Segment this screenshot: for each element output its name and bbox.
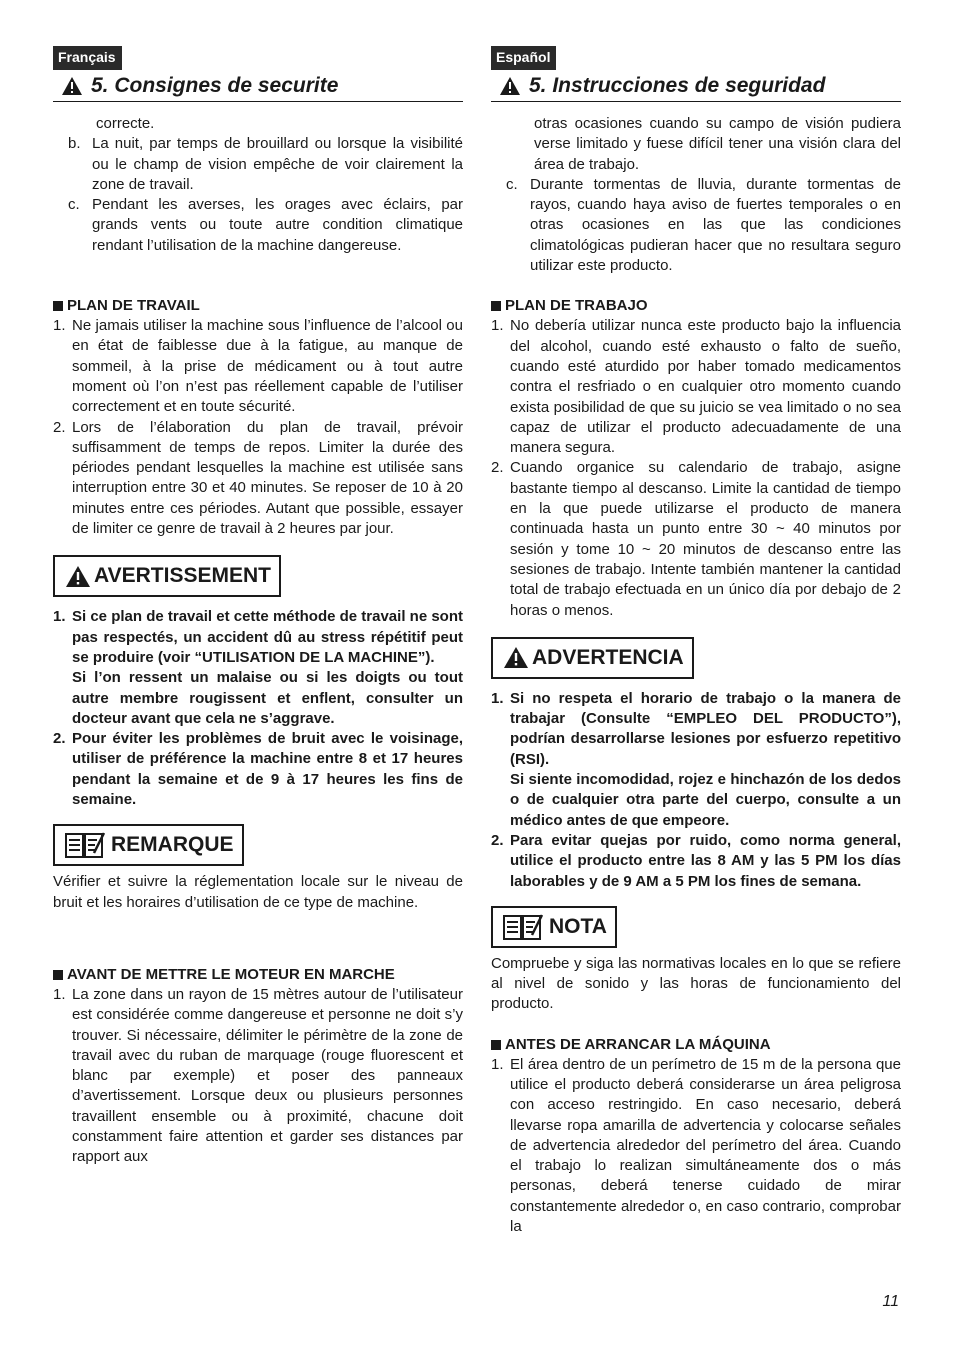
- warning-triangle-icon: [503, 646, 529, 669]
- list-item: 1. El área dentro de un perímetro de 15 m de la persona que utilice el producto deberá considerarse un área peligrosa con acceso restringido. En caso necesario, deberá llevarse ropa amarilla de advertencia y colocarse señales de advertencia alrededor del perímetro del área. Cuando el trabajo lo realizan simultáneamente dos o más personas, deberá tenerse cuidado de mirar constantemente alrededor o, en caso contrario, comprobar la: [491, 1055, 901, 1236]
- es-intro-text: otras ocasiones cuando su campo de visión pudiera verse limitado y fuese difícil tener una visión clara del área de trabajo. c. Durante tormentas de lluvia, durante tormentas de rayos, cuando haya aviso de fuertes temporales o en otras ocasiones en las que las condiciones climatológicas pudieran hacer que no resultara seguro utilizar este producto.: [491, 114, 901, 276]
- list-item: b. La nuit, par temps de brouillard ou lorsque la visibilité ou le champ de vision empêche de voir clairement la zone de travail.: [68, 135, 463, 193]
- section-title-es: 5. Instrucciones de seguridad: [491, 70, 901, 102]
- fr-start-list: [53, 985, 463, 1168]
- list-item: c. Durante tormentas de lluvia, durante tormentas de rayos, cuando haya aviso de fuertes temporales o en otras ocasiones en las que las condiciones climatológicas pudieran hacer que no resultara seguro utilizar este producto.: [506, 175, 901, 275]
- fr-note-text: Vérifier et suivre la réglementation locale sur le niveau de bruit et les horaires d’utilisation de ce type de machine.: [53, 873, 463, 911]
- fr-plan-heading: PLAN DE TRAVAIL: [53, 296, 463, 316]
- square-bullet-icon: [53, 970, 63, 980]
- page-number: 11: [882, 1293, 899, 1310]
- spanish-column: [491, 46, 901, 1237]
- es-alpha-list: [491, 175, 901, 276]
- fr-intro-text: correcte. b. La nuit, par temps de brouillard ou lorsque la visibilité ou le champ de vision empêche de voir clairement la zone de travail. c. Pendant les averses, les orages avec éclairs, par grands vents ou toute autre condition climatique rendant l’utilisation de la machine dangereuse.: [53, 114, 463, 256]
- open-book-note-icon: [65, 831, 105, 859]
- fr-start-heading: AVANT DE METTRE LE MOTEUR EN MARCHE: [53, 965, 463, 985]
- es-start-list: [491, 1055, 901, 1238]
- square-bullet-icon: [491, 1040, 501, 1050]
- list-item: 1. Ne jamais utiliser la machine sous l’influence de l’alcool ou en état de faiblesse due à la fatigue, au manque de sommeil, à la prise de médicament ou à tout autre moment où l’on n’est pas réellement capable de l’utiliser correctement et en toute sécurité.: [53, 317, 463, 416]
- warning-heading: ADVERTENCIA: [491, 637, 694, 679]
- fr-plan-list: [53, 316, 463, 539]
- square-bullet-icon: [53, 301, 63, 311]
- section-title-fr: 5. Consignes de securite: [53, 70, 463, 102]
- open-book-note-icon: [503, 913, 543, 941]
- es-note-box: [491, 906, 901, 948]
- list-item: 2. Pour éviter les problèmes de bruit avec le voisinage, utiliser de préférence la machine entre 8 et 17 heures pendant la semaine et de 9 à 17 heures les fins de semaine.: [53, 730, 463, 809]
- es-note-text: Compruebe y siga las normativas locales en lo que se refiere al nivel de sonido y las horas de funcionamiento del producto.: [491, 954, 901, 1013]
- language-tag-es: Español: [491, 46, 901, 70]
- fr-note-box: [53, 824, 463, 866]
- list-item: 2. Cuando organice su calendario de trabajo, asigne bastante tiempo al descanso. Limite la cantidad de tiempo en la que puede utilizarse el producto de manera continuada hasta un punto entre 30 ~ 40 minutos por sesión y tome 10 ~ 20 minutos de descanso entre las sesiones de trabajo. Intente también mantener la cantidad total de trabajo efectuada en un único día por debajo de 2 horas o menos.: [491, 459, 901, 619]
- fr-warning-box: [53, 555, 463, 597]
- es-warning-box: [491, 637, 901, 679]
- list-item: 2. Lors de l’élaboration du plan de travail, prévoir suffisamment de temps de repos. Limiter la durée des périodes pendant lesquelles la machine est utilisée sans interruption entre 30 et 40 minutes. Se reposer de 10 à 20 minutes entre ces périodes. Autant que possible, essayer de limiter ce genre de travail à 2 heures par jour.: [53, 418, 463, 538]
- french-column: [53, 46, 463, 1168]
- warning-heading: AVERTISSEMENT: [53, 555, 281, 597]
- note-heading: NOTA: [491, 906, 617, 948]
- es-plan-list: [491, 316, 901, 620]
- language-tag-fr: Français: [53, 46, 463, 70]
- warning-triangle-icon: [499, 76, 521, 96]
- fr-alpha-list: [53, 134, 463, 256]
- fr-warning-list: [53, 607, 463, 810]
- square-bullet-icon: [491, 301, 501, 311]
- note-heading: REMARQUE: [53, 824, 244, 866]
- es-plan-heading: PLAN DE TRABAJO: [491, 296, 901, 316]
- warning-triangle-icon: [65, 565, 91, 588]
- es-warning-list: [491, 689, 901, 892]
- es-start-heading: ANTES DE ARRANCAR LA MÁQUINA: [491, 1035, 901, 1055]
- warning-triangle-icon: [61, 76, 83, 96]
- list-item: 2. Para evitar quejas por ruido, como norma general, utilice el producto entre las 8 AM y las 5 PM los días laborables y de 9 AM a 5 PM los fines de semana.: [491, 831, 901, 890]
- list-item: 1. Si no respeta el horario de trabajo o la manera de trabajar (Consulte “EMPLEO DEL PRODUCTO”), podrían desarrollarse lesiones por esfuerzo repetitivo (RSI). Si siente incomodidad, rojez e hinchazón de los dedos o de cualquier otra parte del cuerpo, consulte a un médico antes de que empeore.: [491, 689, 901, 829]
- list-item: 1. Si ce plan de travail et cette méthode de travail ne sont pas respectés, un accident dû au stress répétitif peut se produire (voir “UTILISATION DE LA MACHINE”). Si l’on ressent un malaise ou si les doigts ou tout autre membre rougissent et enflent, consulter un docteur avant que cela ne s’aggrave.: [53, 608, 463, 727]
- list-item: 1. La zone dans un rayon de 15 mètres autour de l’utilisateur est considérée comme dangereuse et personne ne doit s’y trouver. Si nécessaire, délimiter le périmètre de la zone de travail avec du ruban de marquage (rouge fluorescent et blanc par exemple) et poser des panneaux d’avertissement. Lorsque deux ou plusieurs personnes travaillent ensemble ou à proximité, chacune doit constamment faire attention et garder ses distances par rapport aux: [53, 985, 463, 1166]
- list-item: c. Pendant les averses, les orages avec éclairs, par grands vents ou toute autre condition climatique rendant l’utilisation de la machine dangereuse.: [68, 196, 463, 254]
- list-item: 1. No debería utilizar nunca este producto bajo la influencia del alcohol, cuando esté exhausto o falto de sueño, cuando esté aturdido por haber tomado medicamentos contra el resfriado o en cualquier otro momento cuando exista posibilidad de que su juicio se vea limitado o no sea capaz de utilizar el producto adecuadamente de una manera segura.: [491, 317, 901, 457]
